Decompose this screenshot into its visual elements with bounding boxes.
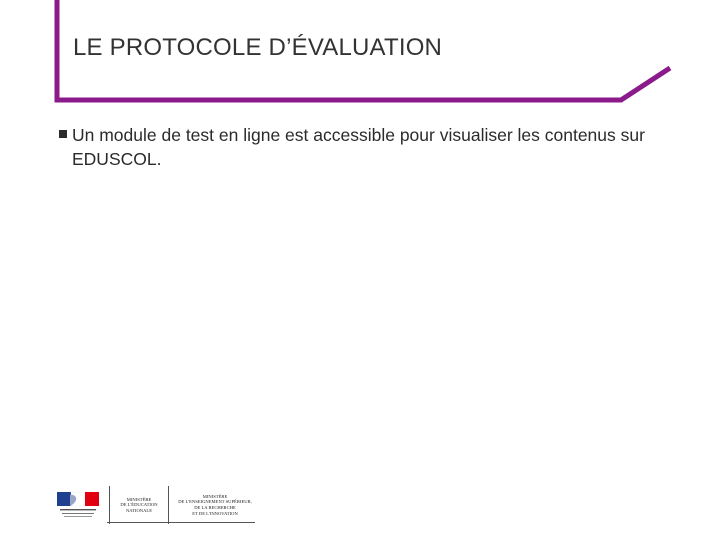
mesri-line-4: ET DE L'INNOVATION [192, 510, 238, 516]
marianne-flag-icon [52, 486, 104, 524]
ministere-enseignement-superieur-logo [174, 486, 256, 524]
mesri-line-1: MINISTÈRE [202, 493, 228, 499]
logo-bottom-rule [107, 522, 255, 523]
bullet-list [59, 123, 699, 171]
footer-logos [52, 486, 256, 524]
mesri-line-2: DE L'ENSEIGNEMENT SUPÉRIEUR, [178, 499, 252, 505]
ministere-education-nationale-logo [115, 486, 163, 524]
logo-separator [168, 486, 169, 524]
men-line-1: MINISTÈRE [126, 496, 152, 502]
list-item [59, 123, 699, 171]
mesri-line-3: DE LA RECHERCHE [194, 505, 236, 510]
men-line-3: NATIONALE [125, 507, 153, 513]
republique-francaise-logo [52, 486, 104, 524]
logo-separator [109, 486, 110, 524]
square-bullet-icon [59, 130, 67, 138]
bullet-text: Un module de test en ligne est accessible pour visualiser les contenus sur EDUSCOL. [72, 125, 645, 169]
men-line-2: DE L'ÉDUCATION [120, 502, 158, 508]
slide-title: LE PROTOCOLE D’ÉVALUATION [73, 34, 443, 61]
